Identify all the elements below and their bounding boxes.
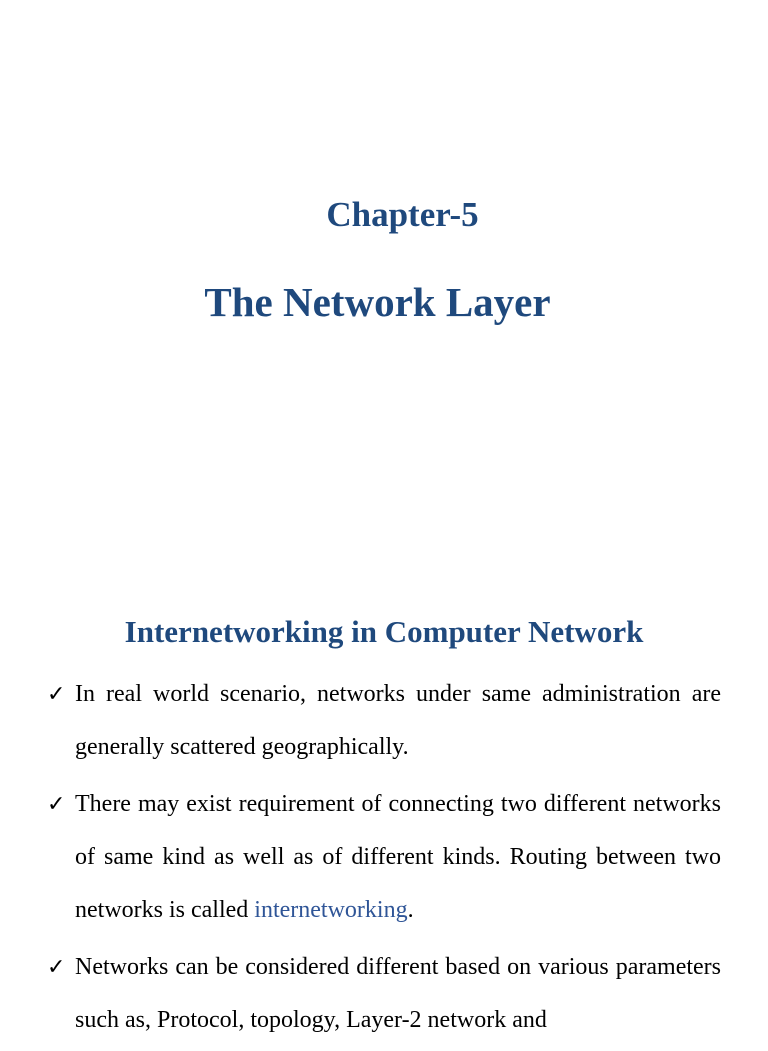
bullet-text: In real world scenario, networks under same administration are generally scattered geographically. [75,681,721,760]
bullet-text [75,778,721,937]
bullet-text-part: There may exist requirement of connecting two different networks of same kind as well as of different kinds. Routing between two networks is called [75,791,721,923]
checkmark-icon: ✓ [47,792,66,817]
bullet-item [0,778,768,937]
chapter-title: The Network Layer [204,279,551,325]
chapter-label: Chapter-5 [326,195,479,234]
bullet-item [0,668,768,774]
checkmark-icon: ✓ [47,682,66,707]
highlighted-term: internetworking [254,897,408,923]
section-heading: Internetworking in Computer Network [124,614,644,649]
bullet-text-part: . [407,897,414,923]
bullet-item [0,941,768,1047]
checkmark-icon: ✓ [47,955,66,980]
bullet-list [0,668,768,1051]
bullet-text: Networks can be considered different based on various parameters such as, Protocol, topology, Layer-2 network and [75,954,721,1033]
